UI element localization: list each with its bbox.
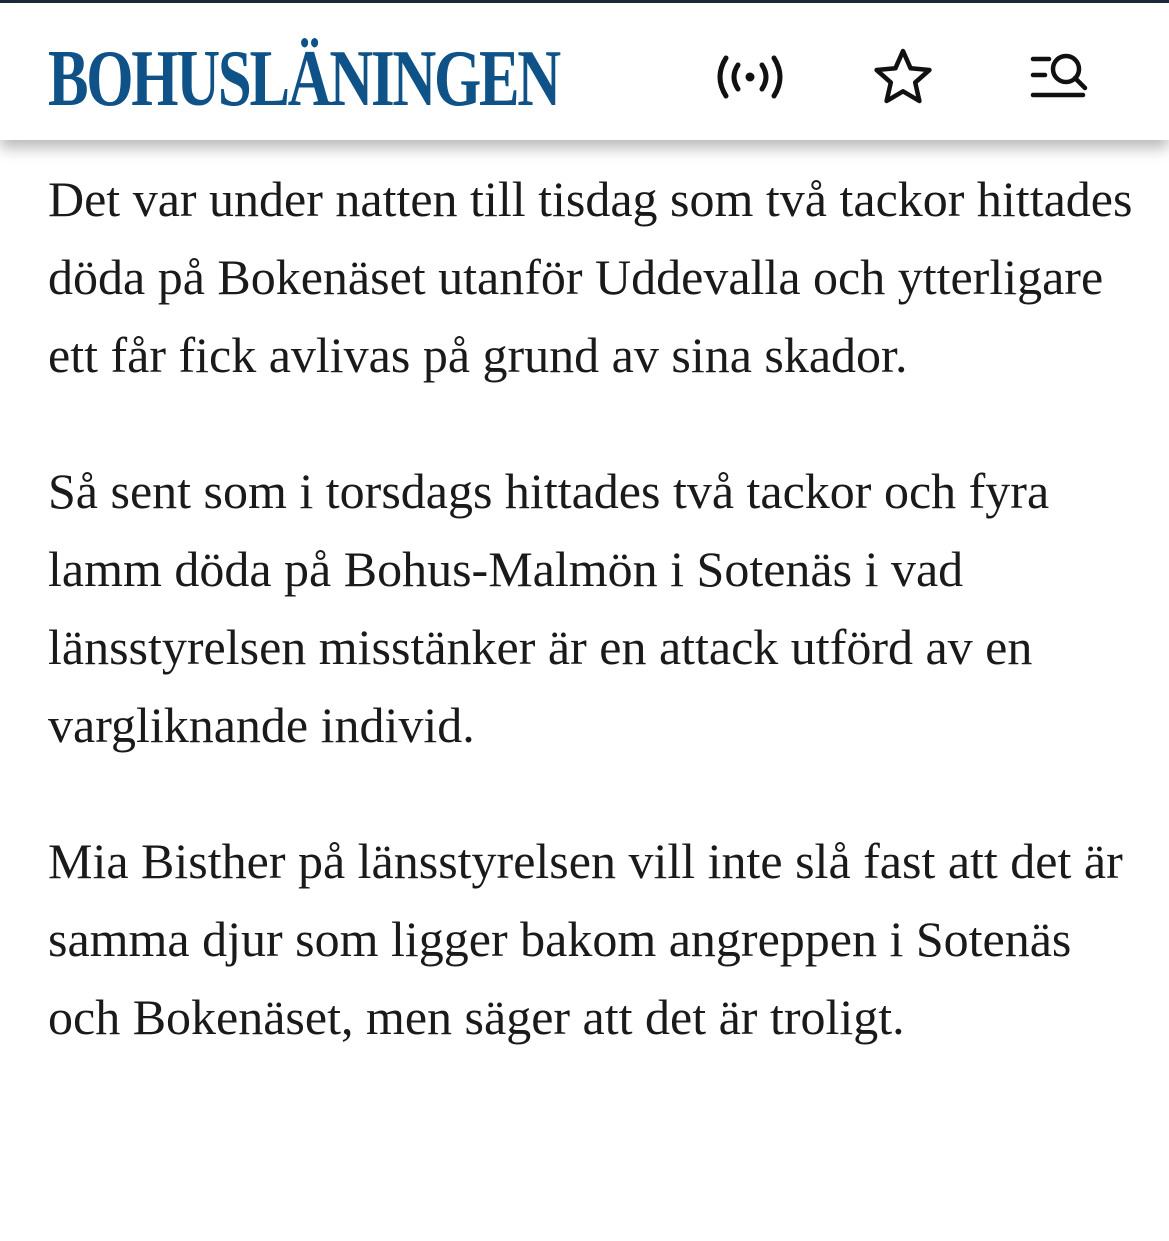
live-broadcast-icon — [714, 55, 786, 99]
article-body — [48, 160, 1138, 1114]
menu-search-icon — [1025, 47, 1095, 107]
article-paragraph: Så sent som i torsdags hittades två tackor och fyra lamm döda på Bohus-Malmön i Sotenäs i vad länsstyrelsen misstänker är en attack utförd av en vargliknande individ. — [48, 463, 1050, 753]
menu-search-button[interactable] — [1024, 41, 1096, 113]
live-broadcast-button[interactable] — [714, 41, 786, 113]
site-header — [0, 3, 1169, 140]
article-paragraph: Det var under natten till tisdag som två tackor hittades döda på Bokenäset utanför Uddevalla och ytterligare ett får fick avlivas på grund av sina skador. — [48, 171, 1133, 383]
article-paragraph: Mia Bisther på länsstyrelsen vill inte slå fast att det är samma djur som ligger bakom angreppen i Sotenäs och Bokenäset, men säger att det är troligt. — [48, 833, 1123, 1045]
favorites-button[interactable] — [867, 41, 939, 113]
site-logo[interactable]: BOHUSLÄNINGEN — [48, 35, 559, 123]
star-icon — [871, 45, 935, 109]
